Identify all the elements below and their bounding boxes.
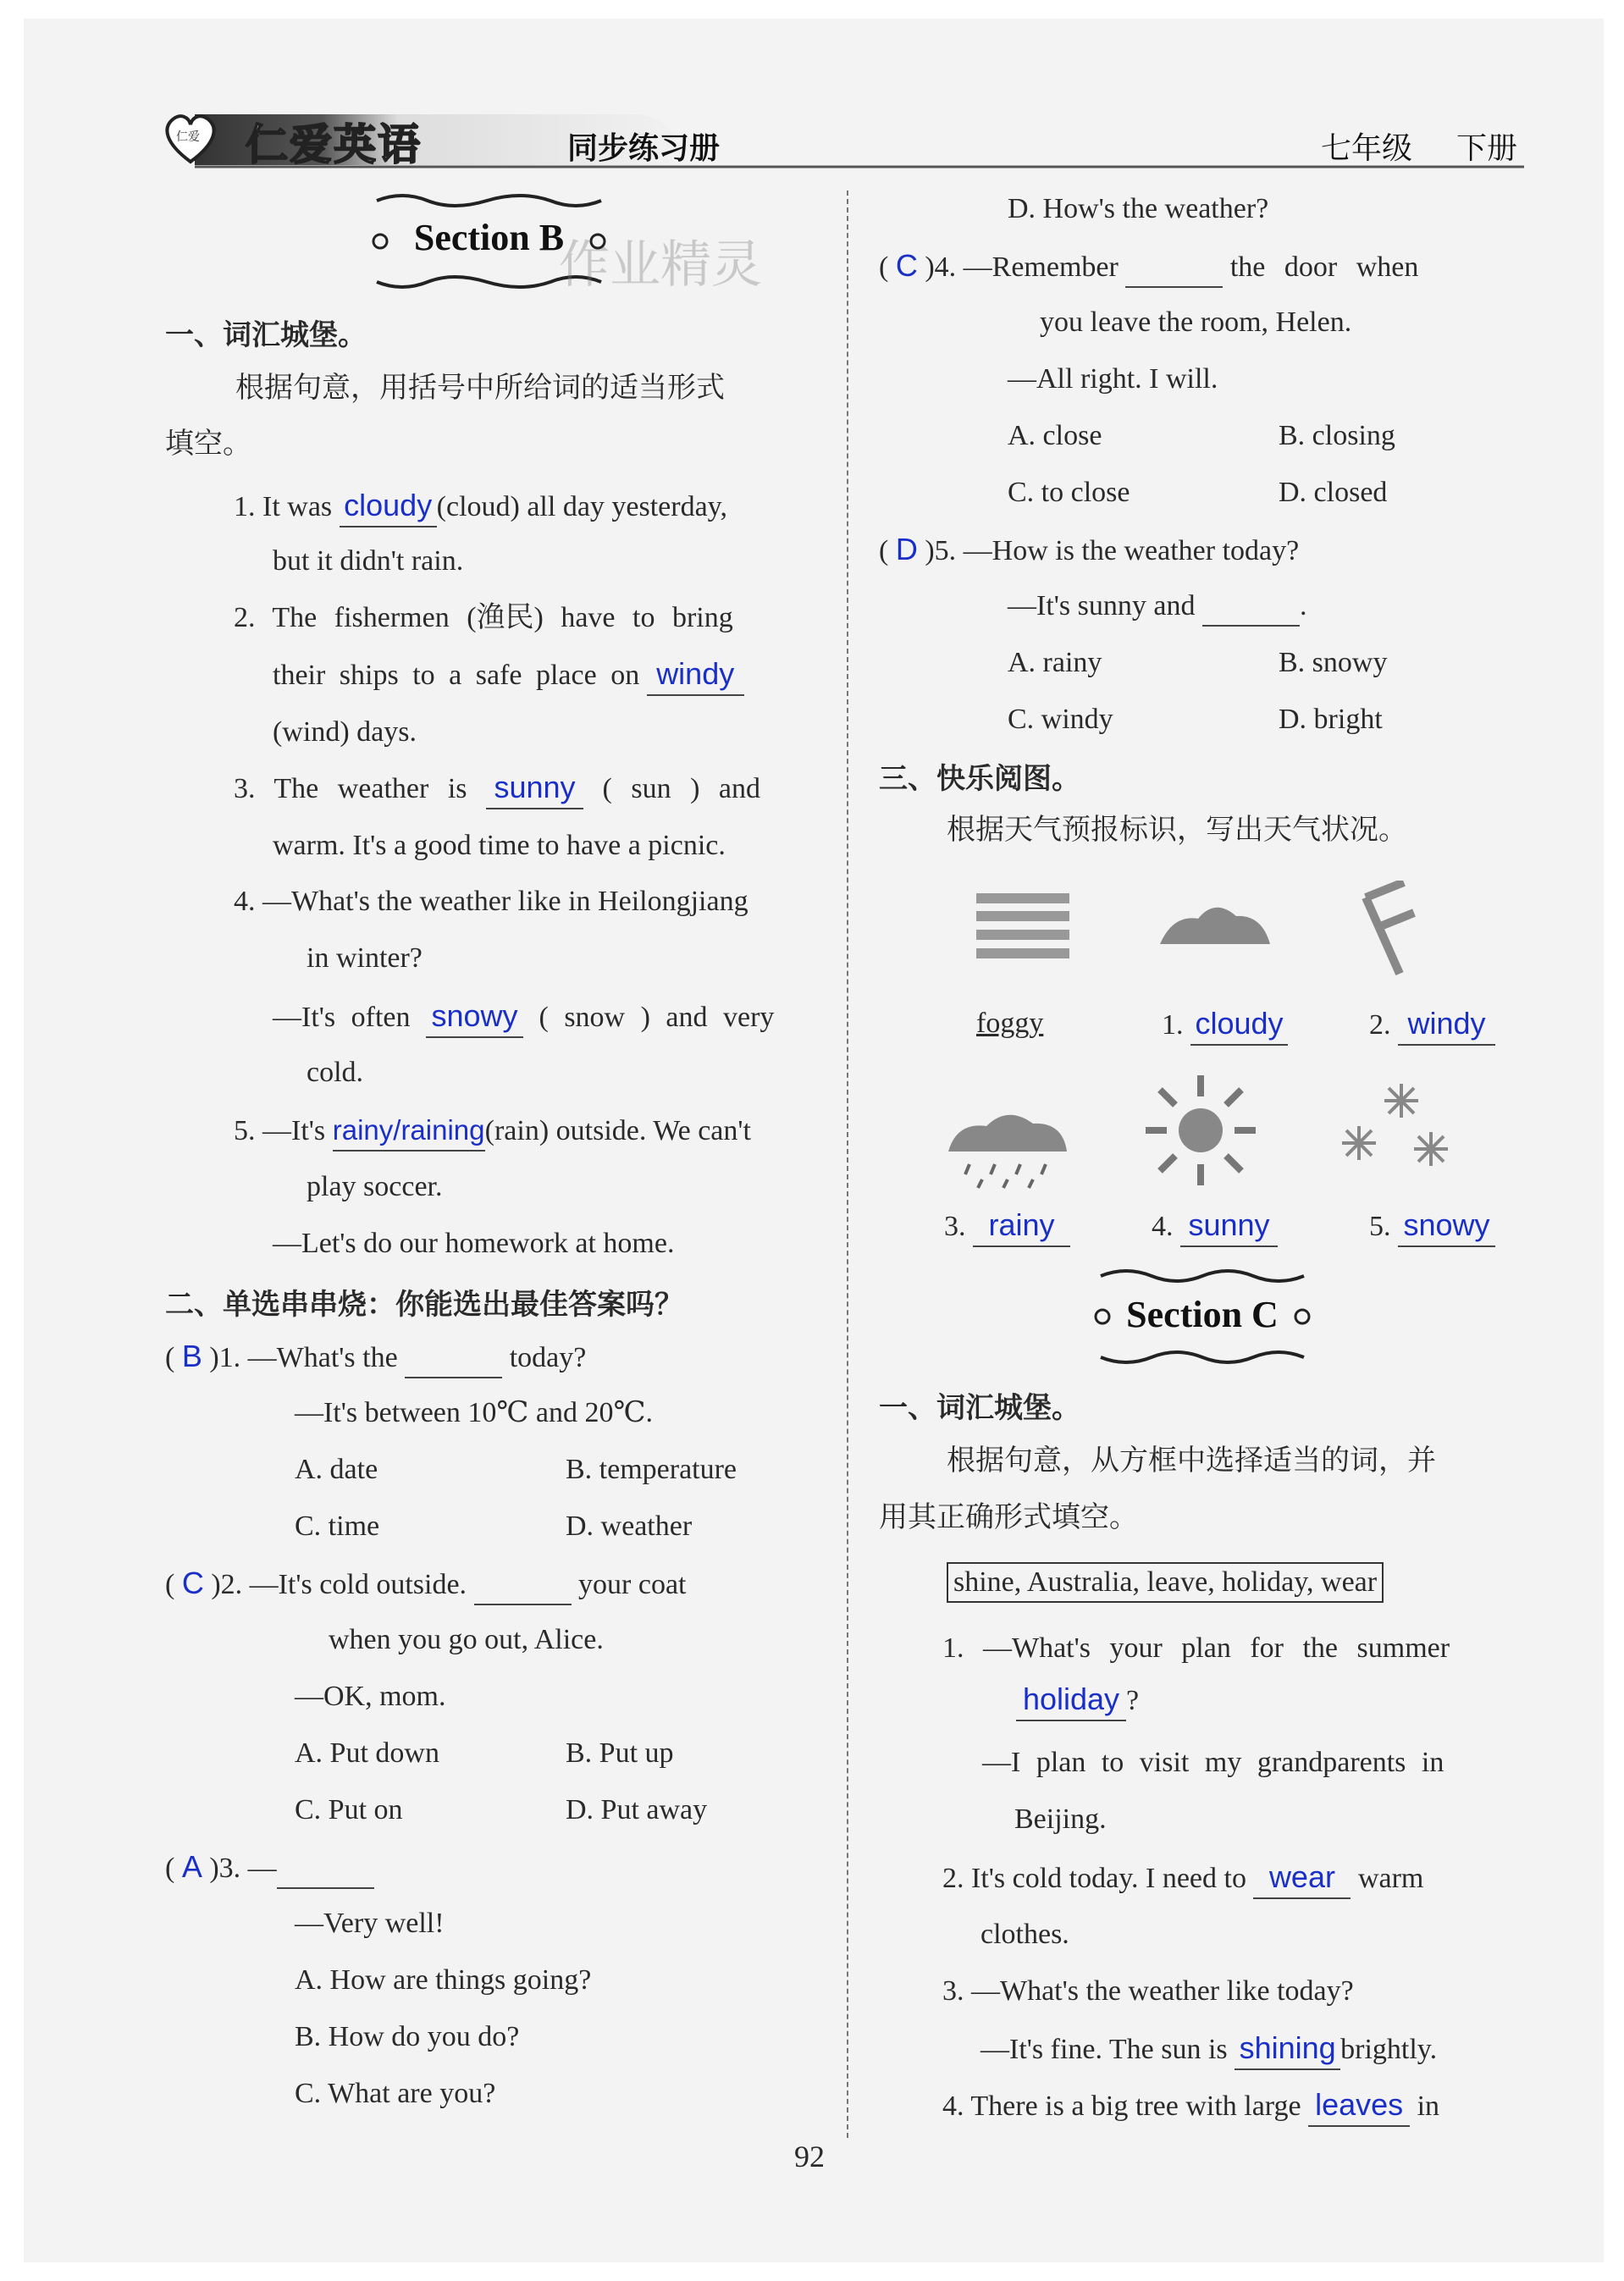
- mc-q4-option-c: C. to close: [1008, 477, 1130, 508]
- c-q2-line1: 2. It's cold today. I need to wear warm: [942, 1858, 1423, 1899]
- c-q1-line4: Beijing.: [1014, 1803, 1107, 1835]
- word-box: shine, Australia, leave, holiday, wear: [947, 1562, 1384, 1603]
- picture-q1-blank[interactable]: cloudy: [1190, 1005, 1288, 1046]
- mc-q2-option-d: D. Put away: [566, 1794, 708, 1825]
- b1-q5-line2: play soccer.: [307, 1171, 443, 1202]
- mc-q2-blank: [474, 1566, 572, 1605]
- b1-q3-blank[interactable]: sunny: [486, 769, 583, 809]
- cloud-icon: [1156, 897, 1274, 948]
- part1-instruction-b: 填空。: [165, 427, 251, 461]
- c-q1-line1: 1. —What's your plan for the summer: [942, 1632, 1450, 1664]
- b1-q4-line2: in winter?: [307, 942, 423, 974]
- b1-q1-line1: 1. It was cloudy (cloud) all day yesterday,: [234, 487, 727, 527]
- mc-q3-option-d: D. How's the weather?: [1008, 193, 1269, 224]
- b1-q4-line4: cold.: [307, 1057, 364, 1088]
- mc-q2-line2: when you go out, Alice.: [329, 1624, 604, 1655]
- b1-q5-line1: 5. —It's rainy/raining(rain) outside. We can't: [234, 1112, 751, 1152]
- mc-q5-option-c: C. windy: [1008, 704, 1113, 735]
- mc-q1-option-d: D. weather: [566, 1511, 693, 1542]
- mc-q2-stem: ( C )2. —It's cold outside. your coat: [165, 1565, 686, 1605]
- wind-icon: [1353, 881, 1421, 982]
- c-q3-blank[interactable]: shining: [1235, 2030, 1340, 2070]
- mc-q5-answer[interactable]: D: [895, 532, 918, 566]
- picture-q5-blank[interactable]: snowy: [1398, 1207, 1495, 1247]
- part2-heading: 二、单选串串烧：你能选出最佳答案吗？: [165, 1288, 683, 1322]
- b1-q1-blank[interactable]: cloudy: [340, 487, 437, 527]
- b1-q4-line3: —It's often snowy ( snow ) and very: [273, 997, 774, 1038]
- part3-instruction: 根据天气预报标识，写出天气状况。: [947, 813, 1407, 847]
- picture-q3: 3. rainy: [944, 1207, 1070, 1247]
- mc-q4-blank: [1125, 249, 1223, 288]
- picture-q4-blank[interactable]: sunny: [1180, 1207, 1278, 1247]
- c-q1-line2: holiday ?: [1016, 1681, 1139, 1721]
- mc-q3-option-a: A. How are things going?: [295, 1964, 592, 1996]
- c-q2-line2: clothes.: [980, 1919, 1069, 1950]
- part3-heading: 三、快乐阅图。: [879, 762, 1080, 796]
- b1-q4-line1: 4. —What's the weather like in Heilongjiang: [234, 886, 748, 917]
- mc-q3-blank: [277, 1850, 374, 1889]
- picture-q3-blank[interactable]: rainy: [973, 1207, 1070, 1247]
- picture-q2: 2. windy: [1369, 1005, 1495, 1046]
- mc-q4-option-b: B. closing: [1279, 420, 1395, 451]
- c-q3-line1: 3. —What's the weather like today?: [942, 1975, 1354, 2007]
- section-c-title: Section C: [1126, 1294, 1279, 1335]
- logo-text: 仁爱: [176, 130, 200, 144]
- b1-q2-blank[interactable]: windy: [647, 655, 744, 696]
- b1-q3-line1: 3. The weather is sunny ( sun ) and: [234, 769, 760, 809]
- section-c-instruction-a: 根据句意，从方框中选择适当的词，并: [947, 1444, 1436, 1477]
- part1-heading: 一、词汇城堡。: [165, 318, 367, 352]
- b1-q5-blank[interactable]: rainy/raining: [333, 1112, 485, 1152]
- page-number: 92: [794, 2140, 825, 2173]
- fog-icon: [972, 889, 1074, 965]
- section-b-title: Section B: [413, 217, 565, 258]
- mc-q1-option-b: B. temperature: [566, 1454, 737, 1485]
- mc-q3-stem: ( A )3. —: [165, 1848, 374, 1889]
- mc-q5-option-a: A. rainy: [1008, 647, 1102, 678]
- mc-q5-option-d: D. bright: [1279, 704, 1383, 735]
- mc-q2-answer[interactable]: C: [181, 1566, 204, 1600]
- part1-instruction-a: 根据句意，用括号中所给词的适当形式: [235, 371, 725, 405]
- mc-q5-option-b: B. snowy: [1279, 647, 1388, 678]
- mc-q5-stem: ( D )5. —How is the weather today?: [879, 532, 1300, 566]
- picture-q1: 1. cloudy: [1162, 1005, 1288, 1046]
- mc-q4-line3: —All right. I will.: [1008, 363, 1218, 395]
- example-foggy: foggy: [976, 1008, 1044, 1039]
- section-c-banner: [1092, 1266, 1312, 1367]
- grade-label: 七年级: [1321, 131, 1413, 166]
- brand-title: 仁爱英语: [246, 120, 422, 169]
- sun-icon: [1141, 1071, 1260, 1190]
- mc-q4-stem: ( C )4. —Remember the door when: [879, 247, 1418, 288]
- b1-q3-line2: warm. It's a good time to have a picnic.: [273, 830, 726, 861]
- mc-q2-option-c: C. Put on: [295, 1794, 403, 1825]
- b1-q1-line2: but it didn't rain.: [273, 545, 464, 577]
- picture-q5: 5. snowy: [1369, 1207, 1495, 1247]
- mc-q1-option-c: C. time: [295, 1511, 380, 1542]
- mc-q1-option-a: A. date: [295, 1454, 378, 1485]
- mc-q1-answer[interactable]: B: [181, 1339, 202, 1373]
- mc-q1-stem: ( B )1. —What's the today?: [165, 1338, 586, 1378]
- mc-q3-line2: —Very well!: [295, 1908, 445, 1939]
- watermark-text: 作业精灵: [559, 235, 762, 295]
- header: [161, 106, 1524, 174]
- mc-q2-line3: —OK, mom.: [295, 1681, 446, 1712]
- mc-q2-option-b: B. Put up: [566, 1737, 674, 1769]
- mc-q5-blank: [1202, 588, 1300, 627]
- mc-q4-line2: you leave the room, Helen.: [1040, 307, 1352, 338]
- snow-icon: [1329, 1080, 1456, 1181]
- mc-q5-line2: —It's sunny and .: [1008, 588, 1306, 627]
- mc-q1-line2: —It's between 10℃ and 20℃.: [295, 1397, 654, 1428]
- volume-label: 下册: [1456, 131, 1518, 166]
- picture-q2-blank[interactable]: windy: [1398, 1005, 1495, 1046]
- mc-q4-option-a: A. close: [1008, 420, 1102, 451]
- mc-q3-option-b: B. How do you do?: [295, 2021, 520, 2052]
- mc-q4-option-d: D. closed: [1279, 477, 1388, 508]
- mc-q1-blank: [405, 1339, 502, 1378]
- section-c-heading: 一、词汇城堡。: [879, 1391, 1080, 1425]
- b1-q2-line1: 2. The fishermen (渔民) have to bring: [234, 602, 733, 633]
- c-q1-line3: —I plan to visit my grandparents in: [982, 1747, 1444, 1778]
- c-q1-blank[interactable]: holiday: [1016, 1681, 1126, 1721]
- c-q4-line1: 4. There is a big tree with large leaves in: [942, 2086, 1439, 2127]
- rain-icon: [944, 1105, 1071, 1190]
- c-q4-blank[interactable]: leaves: [1308, 2086, 1410, 2127]
- c-q3-line2: —It's fine. The sun is shining brightly.: [980, 2030, 1437, 2070]
- picture-q4: 4. sunny: [1152, 1207, 1278, 1247]
- mc-q2-option-a: A. Put down: [295, 1737, 439, 1769]
- b1-q2-line3: (wind) days.: [273, 716, 417, 748]
- mc-q3-answer[interactable]: A: [181, 1849, 202, 1884]
- book-subtitle: 同步练习册: [567, 131, 721, 166]
- column-divider: [847, 191, 848, 2138]
- c-q2-blank[interactable]: wear: [1253, 1858, 1351, 1899]
- mc-q4-answer[interactable]: C: [895, 248, 918, 283]
- section-c-instruction-b: 用其正确形式填空。: [879, 1500, 1138, 1534]
- mc-q3-option-c: C. What are you?: [295, 2078, 496, 2109]
- b1-q5-line3: —Let's do our homework at home.: [273, 1228, 675, 1259]
- b1-q4-blank[interactable]: snowy: [426, 997, 523, 1038]
- b1-q2-line2: their ships to a safe place on windy: [273, 655, 744, 696]
